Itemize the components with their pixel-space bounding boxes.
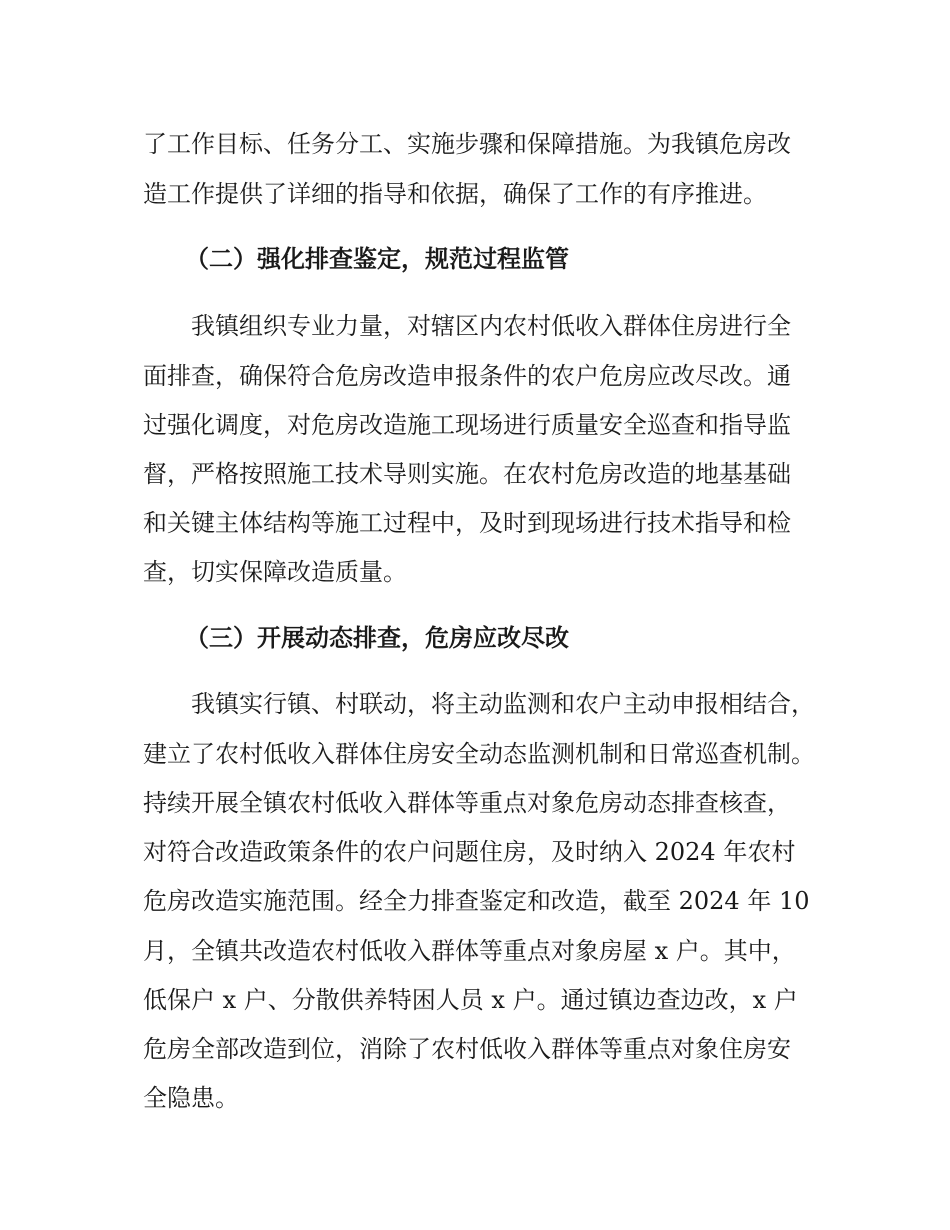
section-heading: （二）强化排查鉴定，规范过程监管 — [185, 245, 569, 273]
paragraph-line: 面排查，确保符合危房改造申报条件的农户危房应改尽改。通 — [143, 362, 791, 390]
paragraph-line: 我镇组织专业力量，对辖区内农村低收入群体住房进行全 — [191, 312, 791, 340]
paragraph-line: 低保户 x 户、分散供养特困人员 x 户。通过镇边查边改，x 户 — [143, 986, 798, 1014]
paragraph-line: 了工作目标、任务分工、实施步骤和保障措施。为我镇危房改 — [143, 130, 791, 158]
paragraph-line: 全隐患。 — [143, 1084, 239, 1112]
paragraph-line: 持续开展全镇农村低收入群体等重点对象危房动态排查核查， — [143, 789, 791, 817]
section-heading: （三）开展动态排查，危房应改尽改 — [185, 624, 569, 652]
paragraph-line: 督，严格按照施工技术导则实施。在农村危房改造的地基基础 — [143, 460, 791, 488]
paragraph-line: 危房全部改造到位，消除了农村低收入群体等重点对象住房安 — [143, 1035, 791, 1063]
paragraph-line: 危房改造实施范围。经全力排查鉴定和改造，截至 2024 年 10 — [143, 887, 810, 915]
paragraph-line: 查，切实保障改造质量。 — [143, 558, 407, 586]
paragraph-line: 过强化调度，对危房改造施工现场进行质量安全巡查和指导监 — [143, 411, 791, 439]
paragraph-line: 造工作提供了详细的指导和依据，确保了工作的有序推进。 — [143, 180, 767, 208]
paragraph-line: 我镇实行镇、村联动，将主动监测和农户主动申报相结合， — [191, 690, 815, 718]
paragraph-line: 月，全镇共改造农村低收入群体等重点对象房屋 x 户。其中， — [143, 937, 796, 965]
paragraph-line: 和关键主体结构等施工过程中，及时到现场进行技术指导和检 — [143, 509, 791, 537]
paragraph-line: 建立了农村低收入群体住房安全动态监测机制和日常巡查机制。 — [143, 740, 815, 768]
paragraph-line: 对符合改造政策条件的农户问题住房，及时纳入 2024 年农村 — [143, 838, 796, 866]
